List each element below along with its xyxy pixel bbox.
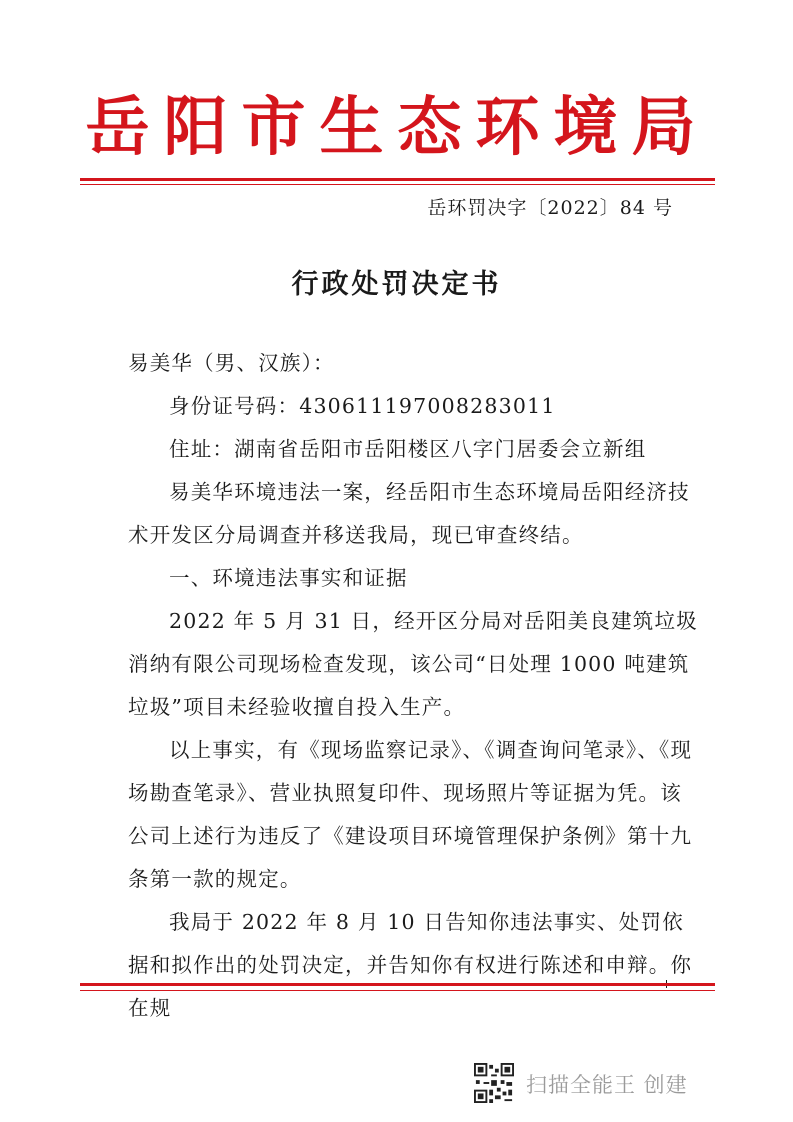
intro-paragraph: 易美华环境违法一案，经岳阳市生态环境局岳阳经济技术开发区分局调查并移送我局，现已审查终结。 (128, 480, 690, 547)
watermark-text: 扫描全能王 创建 (526, 1073, 688, 1097)
document-title: 行政处罚决定书 (291, 269, 502, 300)
agency-header: 岳阳市生态环境局 (85, 90, 710, 165)
evidence-paragraph: 以上事实，有《现场监察记录》、《调查询问笔录》、《现场勘查笔录》、营业执照复印件、现场照片等证据为凭。该公司上述行为违反了《建设项目环境管理保护条例》第十九条第一款的规定。 (128, 738, 693, 891)
document-number: 岳环罚决字〔2022〕84 号 (427, 197, 673, 219)
facts-paragraph: 2022 年 5 月 31 日，经开区分局对岳阳美良建筑垃圾消纳有限公司现场检查发现，该公司“日处理 1000 吨建筑垃圾”项目未经验收擅自投入生产。 (128, 609, 698, 719)
section-heading: 一、环境违法事实和证据 (169, 566, 408, 590)
header-rule-thin (80, 184, 715, 185)
header-rule-thick (80, 178, 715, 181)
party-name: 易美华（男、汉族）： (128, 351, 335, 375)
notice-paragraph: 我局于 2022 年 8 月 10 日告知你违法事实、处罚依据和拟作出的处罚决定，并告知你有权进行陈述和申辩。你在规 (128, 910, 693, 1020)
qr-code-icon (474, 1063, 514, 1103)
id-number-line: 身份证号码：430611197008283011 (169, 394, 556, 418)
scanner-watermark (474, 1060, 734, 1104)
document-body (128, 342, 698, 1030)
footer-rule-thin (80, 990, 715, 991)
footer-rule-thick (80, 983, 715, 986)
address-line: 住址：湖南省岳阳市岳阳楼区八字门居委会立新组 (169, 437, 647, 461)
